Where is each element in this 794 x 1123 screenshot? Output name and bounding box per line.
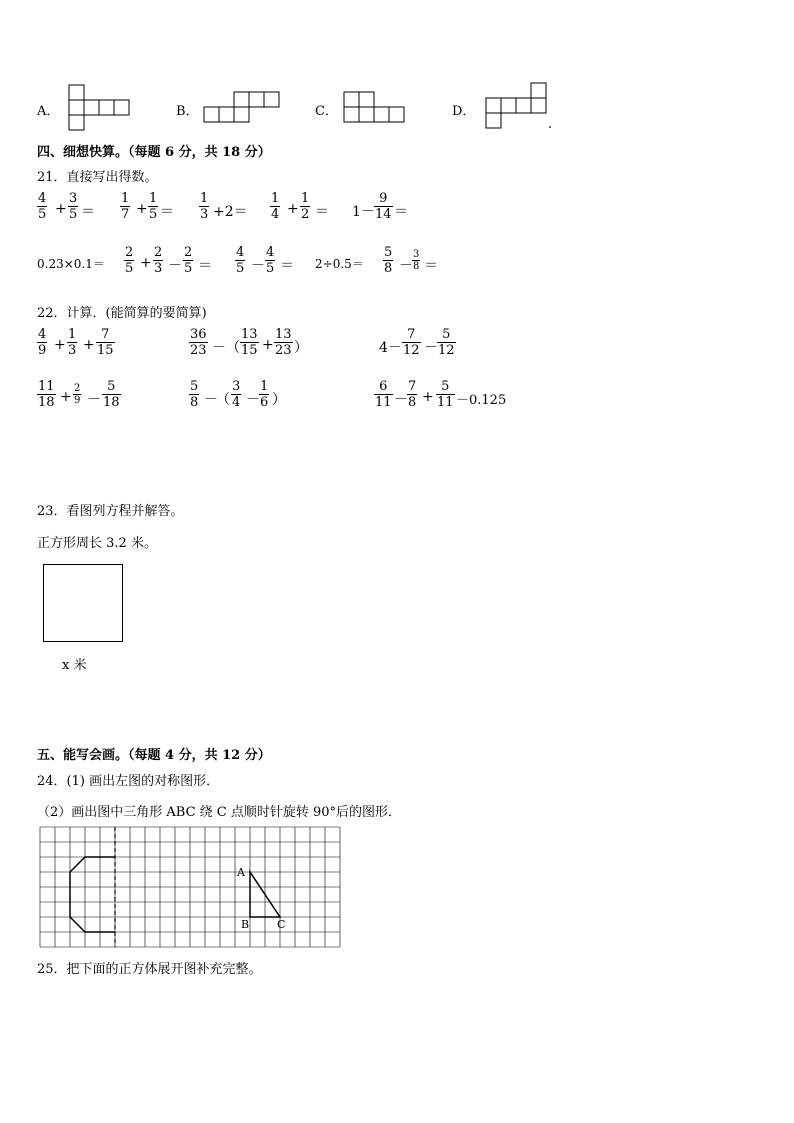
fraction: $\frac{1}{4}$ — [271, 191, 280, 222]
operator: － — [168, 258, 182, 274]
square-figure — [43, 564, 123, 642]
operator: － — [204, 392, 218, 408]
left-figure-shape — [70, 857, 115, 932]
fraction: $\frac{1}{7}$ — [121, 191, 130, 222]
q23-description: 正方形周长 3.2 米。 — [37, 536, 157, 551]
operator: + — [422, 389, 434, 405]
fraction: $\frac{3}{4}$ — [232, 379, 241, 410]
operator: + — [60, 389, 72, 405]
point-c-label: C — [277, 918, 286, 931]
fraction: $\frac{2}{3}$ — [154, 245, 163, 276]
paren: （ — [216, 392, 230, 408]
fraction: $\frac{7}{15}$ — [97, 327, 114, 358]
fraction: $\frac{2}{5}$ — [125, 245, 134, 276]
fraction: $\frac{6}{11}$ — [375, 379, 392, 410]
cube-net-d-icon — [484, 82, 554, 132]
fraction: $\frac{5}{8}$ — [190, 379, 199, 410]
operator: + — [54, 337, 66, 353]
cube-net-a-icon — [68, 84, 132, 132]
operator-tail: －0.125 — [456, 393, 507, 408]
equals: ＝ — [315, 204, 329, 220]
drawing-grid[interactable] — [40, 827, 342, 949]
cube-net-c-icon — [343, 91, 409, 125]
operator: + — [262, 337, 274, 353]
equals: ＝ — [424, 258, 438, 274]
fraction: $\frac{2}{9}$ — [74, 383, 81, 406]
fraction: $\frac{11}{18}$ — [38, 379, 55, 410]
operator-pre: 1－ — [352, 204, 375, 220]
option-b-label: B． — [176, 104, 199, 119]
fraction: $\frac{5}{12}$ — [438, 327, 455, 358]
equals: ＝ — [280, 258, 294, 274]
q25-title: 25．把下面的正方体展开图补充完整。 — [37, 962, 262, 977]
operator: － — [246, 392, 260, 408]
operator: + — [136, 201, 148, 217]
section-5-heading: 五、能写会画。（每题 4 分，共 12 分） — [37, 748, 271, 763]
paren: ） — [272, 392, 286, 408]
q21-title: 21．直接写出得数。 — [37, 170, 158, 185]
option-d-label: D． — [452, 104, 476, 119]
section-4-heading: 四、细想快算。（每题 6 分，共 18 分） — [37, 145, 271, 160]
equals: ＝ — [81, 204, 95, 220]
operator-tail: +2＝ — [213, 204, 248, 220]
cube-net-b-icon — [203, 91, 283, 125]
operator: － — [399, 258, 413, 274]
q24-part1: 24．(1) 画出左图的对称图形． — [37, 774, 220, 789]
fraction: $\frac{5}{8}$ — [384, 245, 393, 276]
fraction: $\frac{36}{23}$ — [190, 327, 207, 358]
operator-pre: 4－ — [379, 340, 402, 356]
point-a-label: A — [237, 866, 245, 879]
equals: ＝ — [394, 204, 408, 220]
paren: ） — [294, 340, 308, 356]
operator: － — [87, 392, 101, 408]
operator: + — [287, 201, 299, 217]
fraction: $\frac{9}{14}$ — [375, 191, 392, 222]
operator: + — [55, 201, 67, 217]
operator: + — [83, 337, 95, 353]
expression: 2÷0.5＝ — [315, 257, 364, 271]
option-c-label: C． — [315, 104, 338, 119]
square-side-label: x 米 — [62, 658, 87, 673]
operator: － — [251, 258, 265, 274]
operator: － — [424, 340, 438, 356]
paren: （ — [226, 340, 240, 356]
fraction: $\frac{2}{5}$ — [184, 245, 193, 276]
fraction: $\frac{13}{15}$ — [241, 327, 258, 358]
fraction: $\frac{1}{2}$ — [301, 191, 310, 222]
operator: + — [140, 255, 152, 271]
equals: ＝ — [198, 258, 212, 274]
fraction: $\frac{1}{6}$ — [260, 379, 269, 410]
fraction: $\frac{4}{5}$ — [38, 191, 47, 222]
fraction: $\frac{4}{5}$ — [266, 245, 275, 276]
q24-part2: （2）画出图中三角形 ABC 绕 C 点顺时针旋转 90°后的图形． — [37, 805, 402, 820]
operator: － — [394, 392, 408, 408]
fraction: $\frac{7}{8}$ — [408, 379, 417, 410]
operator: － — [212, 340, 226, 356]
fraction: $\frac{1}{5}$ — [149, 191, 158, 222]
fraction: $\frac{1}{3}$ — [200, 191, 209, 222]
point-b-label: B — [241, 918, 250, 931]
q22-title: 22．计算．(能简算的要简算) — [37, 306, 207, 321]
equals: ＝ — [160, 204, 174, 220]
fraction: $\frac{1}{3}$ — [68, 327, 77, 358]
fraction: $\frac{4}{5}$ — [236, 245, 245, 276]
fraction: $\frac{5}{18}$ — [103, 379, 120, 410]
fraction: $\frac{5}{11}$ — [437, 379, 454, 410]
option-a-label: A． — [37, 104, 60, 119]
fraction: $\frac{4}{9}$ — [38, 327, 47, 358]
fraction: $\frac{3}{5}$ — [69, 191, 78, 222]
fraction: $\frac{3}{8}$ — [413, 249, 420, 272]
fraction: $\frac{7}{12}$ — [403, 327, 420, 358]
q23-title: 23．看图列方程并解答。 — [37, 504, 184, 519]
expression: 0.23×0.1＝ — [37, 257, 105, 271]
fraction: $\frac{13}{23}$ — [275, 327, 292, 358]
